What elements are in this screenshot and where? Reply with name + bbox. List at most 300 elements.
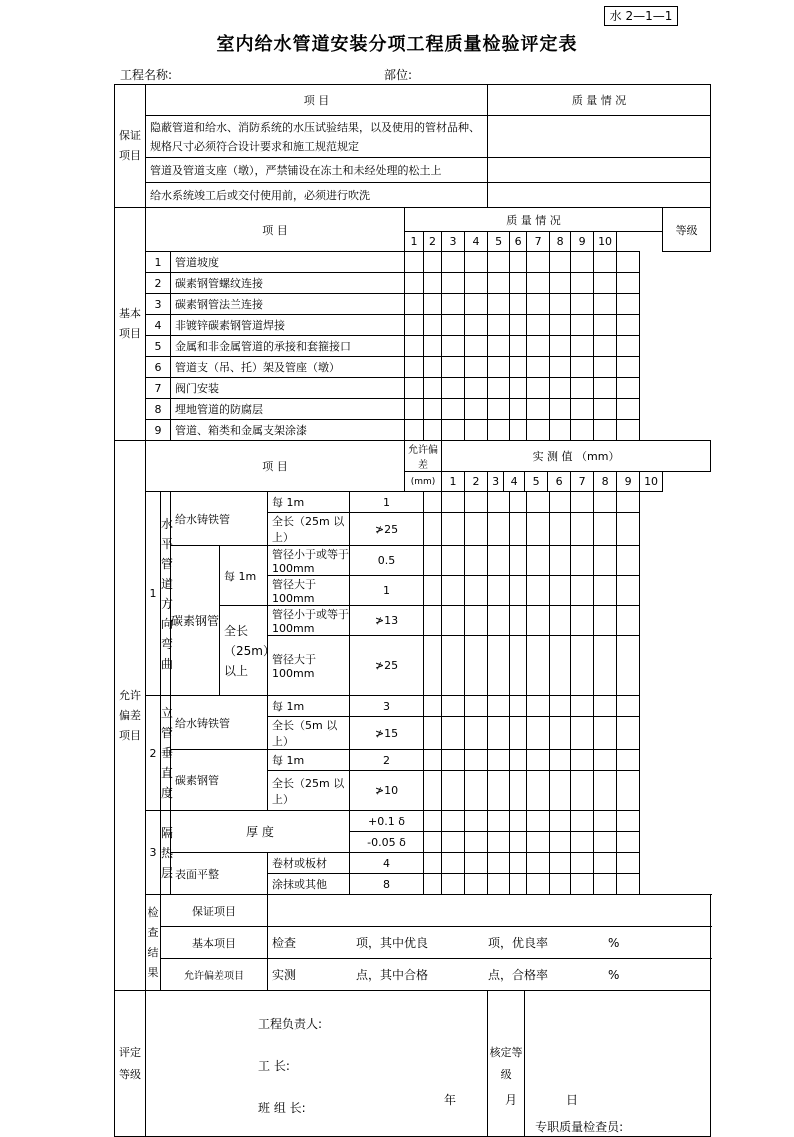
quality-cell[interactable] — [594, 357, 617, 378]
measure-cell[interactable] — [424, 717, 442, 750]
measure-cell[interactable] — [571, 717, 594, 750]
measure-cell[interactable] — [594, 811, 617, 832]
quality-cell[interactable] — [527, 399, 550, 420]
basic-row — [115, 378, 711, 399]
quality-cell[interactable] — [594, 399, 617, 420]
measure-cell[interactable] — [617, 513, 640, 546]
measure-cell[interactable] — [488, 546, 510, 576]
measure-cell[interactable] — [594, 513, 617, 546]
measure-cell[interactable] — [442, 492, 465, 513]
quality-cell[interactable] — [594, 252, 617, 273]
measure-cell[interactable] — [465, 750, 488, 771]
quality-cell[interactable] — [510, 273, 527, 294]
quality-cell[interactable] — [527, 252, 550, 273]
basic-item-no: 3 — [146, 294, 171, 315]
measure-cell[interactable] — [617, 750, 640, 771]
measure-cell[interactable] — [465, 811, 488, 832]
quality-cell[interactable] — [488, 399, 510, 420]
row-allowance: ≯13 — [350, 606, 424, 636]
quality-cell[interactable] — [465, 357, 488, 378]
measure-cell[interactable] — [594, 576, 617, 606]
quality-cell[interactable] — [550, 336, 571, 357]
col-number: 10 — [594, 232, 617, 252]
quality-cell[interactable] — [465, 420, 488, 441]
verify-section-label: 核定等级 — [488, 991, 525, 1137]
basic-row — [115, 315, 711, 336]
measure-cell[interactable] — [465, 492, 488, 513]
measure-cell[interactable] — [571, 750, 594, 771]
measure-cell[interactable] — [550, 606, 571, 636]
col-number: 10 — [640, 472, 663, 492]
quality-cell[interactable] — [424, 273, 442, 294]
quality-cell[interactable] — [442, 399, 465, 420]
measure-cell[interactable] — [571, 696, 594, 717]
measure-cell[interactable] — [550, 492, 571, 513]
measure-cell[interactable] — [424, 874, 442, 895]
cast-iron-pipe-label: 给水铸铁管 — [171, 492, 268, 546]
basic-row — [115, 252, 711, 273]
measure-cell[interactable] — [594, 696, 617, 717]
col-number: 2 — [465, 472, 488, 492]
measure-cell[interactable] — [617, 696, 640, 717]
quality-cell[interactable] — [571, 420, 594, 441]
measure-cell[interactable] — [424, 811, 442, 832]
measure-cell[interactable] — [571, 811, 594, 832]
quality-cell[interactable] — [594, 420, 617, 441]
tolerance-head-allow: 允许偏差 — [405, 441, 442, 472]
measure-cell[interactable] — [617, 832, 640, 853]
row-allowance: 2 — [350, 750, 424, 771]
measure-cell[interactable] — [594, 492, 617, 513]
measure-cell[interactable] — [442, 811, 465, 832]
quality-cell[interactable] — [442, 378, 465, 399]
quality-cell[interactable] — [405, 273, 424, 294]
measure-cell[interactable] — [424, 513, 442, 546]
measure-cell[interactable] — [527, 606, 550, 636]
measure-cell[interactable] — [488, 636, 510, 696]
measure-cell[interactable] — [424, 832, 442, 853]
grade-cell[interactable] — [617, 357, 640, 378]
result-basic-label: 基本项目 — [161, 927, 268, 959]
quality-cell[interactable] — [465, 252, 488, 273]
quality-cell[interactable] — [510, 294, 527, 315]
result-basic-text[interactable] — [268, 927, 711, 959]
measure-cell[interactable] — [571, 874, 594, 895]
measure-cell[interactable] — [510, 853, 527, 874]
quality-cell[interactable] — [442, 252, 465, 273]
quality-cell[interactable] — [550, 315, 571, 336]
quality-cell[interactable] — [550, 399, 571, 420]
measure-cell[interactable] — [442, 606, 465, 636]
quality-cell[interactable] — [424, 420, 442, 441]
quality-cell[interactable] — [527, 420, 550, 441]
quality-cell[interactable] — [488, 420, 510, 441]
measure-cell[interactable] — [550, 696, 571, 717]
tol-pct-text: % — [608, 968, 620, 982]
row-spec: 全长（5m 以上） — [268, 717, 350, 750]
measure-cell[interactable] — [465, 771, 488, 811]
quality-cell[interactable] — [405, 315, 424, 336]
quality-cell[interactable] — [488, 336, 510, 357]
measure-cell[interactable] — [424, 576, 442, 606]
quality-cell[interactable] — [405, 294, 424, 315]
measure-cell[interactable] — [617, 606, 640, 636]
measure-cell[interactable] — [465, 606, 488, 636]
row-allowance: 1 — [350, 576, 424, 606]
quality-cell[interactable] — [465, 294, 488, 315]
quality-cell[interactable] — [488, 273, 510, 294]
grade-cell[interactable] — [617, 399, 640, 420]
measure-cell[interactable] — [550, 771, 571, 811]
measure-cell[interactable] — [527, 717, 550, 750]
quality-cell[interactable] — [424, 399, 442, 420]
measure-cell[interactable] — [550, 832, 571, 853]
group-no: 2 — [146, 696, 161, 811]
quality-cell[interactable] — [488, 378, 510, 399]
measure-cell[interactable] — [571, 606, 594, 636]
measure-cell[interactable] — [510, 513, 527, 546]
measure-cell[interactable] — [617, 636, 640, 696]
measure-cell[interactable] — [424, 636, 442, 696]
measure-cell[interactable] — [488, 606, 510, 636]
measure-cell[interactable] — [594, 717, 617, 750]
result-tolerance-label: 允许偏差项目 — [161, 959, 268, 991]
tolerance-head-measured: 实 测 值 （mm） — [442, 441, 711, 472]
measure-cell[interactable] — [465, 696, 488, 717]
quality-cell[interactable] — [571, 294, 594, 315]
measure-cell[interactable] — [550, 874, 571, 895]
measure-cell[interactable] — [527, 771, 550, 811]
measure-cell[interactable] — [571, 492, 594, 513]
measure-cell[interactable] — [465, 832, 488, 853]
measure-cell[interactable] — [488, 750, 510, 771]
measure-cell[interactable] — [571, 576, 594, 606]
measure-cell[interactable] — [527, 576, 550, 606]
quality-cell[interactable] — [465, 399, 488, 420]
measure-cell[interactable] — [617, 546, 640, 576]
grade-cell[interactable] — [617, 336, 640, 357]
measure-cell[interactable] — [550, 576, 571, 606]
result-guarantee-label: 保证项目 — [161, 895, 268, 927]
quality-cell[interactable] — [571, 357, 594, 378]
measure-cell[interactable] — [617, 492, 640, 513]
basic-item-name: 碳素钢管螺纹连接 — [171, 273, 405, 294]
quality-cell[interactable] — [424, 315, 442, 336]
measure-cell[interactable] — [442, 750, 465, 771]
evaluation-signature-area[interactable] — [146, 991, 488, 1137]
measure-cell[interactable] — [510, 832, 527, 853]
quality-cell[interactable] — [424, 336, 442, 357]
row-spec: 管径大于 100mm — [268, 576, 350, 606]
basic-item-no: 4 — [146, 315, 171, 336]
row-spec: 全长（25m 以上） — [268, 771, 350, 811]
quality-cell[interactable] — [527, 294, 550, 315]
quality-cell[interactable] — [510, 357, 527, 378]
quality-cell[interactable] — [527, 315, 550, 336]
guarantee-item: 隐蔽管道和给水、消防系统的水压试验结果，以及使用的管材品种、规格尺寸必须符合设计要求和施工规范规定 — [146, 116, 488, 158]
quality-cell[interactable] — [442, 420, 465, 441]
guarantee-quality-cell[interactable] — [488, 116, 711, 158]
measure-cell[interactable] — [488, 832, 510, 853]
measure-cell[interactable] — [594, 636, 617, 696]
measure-cell[interactable] — [442, 636, 465, 696]
measure-cell[interactable] — [488, 492, 510, 513]
row-spec: 每 1m — [268, 492, 350, 513]
measure-cell[interactable] — [442, 546, 465, 576]
measure-cell[interactable] — [571, 513, 594, 546]
measure-cell[interactable] — [488, 696, 510, 717]
col-number: 5 — [488, 232, 510, 252]
measure-cell[interactable] — [527, 853, 550, 874]
guarantee-quality-cell[interactable] — [488, 158, 711, 183]
measure-cell[interactable] — [442, 717, 465, 750]
measure-cell[interactable] — [571, 832, 594, 853]
measure-cell[interactable] — [424, 606, 442, 636]
measure-cell[interactable] — [465, 853, 488, 874]
measure-cell[interactable] — [527, 546, 550, 576]
measure-cell[interactable] — [442, 771, 465, 811]
measure-cell[interactable] — [510, 874, 527, 895]
quality-cell[interactable] — [465, 273, 488, 294]
quality-cell[interactable] — [424, 378, 442, 399]
measure-cell[interactable] — [550, 717, 571, 750]
measure-cell[interactable] — [594, 750, 617, 771]
measure-cell[interactable] — [527, 832, 550, 853]
result-tolerance-text[interactable] — [268, 959, 711, 991]
measure-cell[interactable] — [510, 717, 527, 750]
quality-cell[interactable] — [405, 378, 424, 399]
row-allowance: ≯25 — [350, 513, 424, 546]
measure-cell[interactable] — [488, 874, 510, 895]
measure-cell[interactable] — [488, 811, 510, 832]
measure-cell[interactable] — [465, 576, 488, 606]
quality-cell[interactable] — [510, 336, 527, 357]
measure-cell[interactable] — [527, 636, 550, 696]
measure-cell[interactable] — [510, 750, 527, 771]
tol-mid-text: 点，其中合格 — [356, 968, 429, 982]
quality-cell[interactable] — [527, 273, 550, 294]
measure-cell[interactable] — [465, 717, 488, 750]
measure-cell[interactable] — [442, 832, 465, 853]
measure-cell[interactable] — [510, 576, 527, 606]
quality-cell[interactable] — [527, 378, 550, 399]
row-spec: 每 1m — [268, 750, 350, 771]
measure-cell[interactable] — [527, 750, 550, 771]
measure-cell[interactable] — [571, 636, 594, 696]
quality-cell[interactable] — [571, 399, 594, 420]
measure-cell[interactable] — [617, 576, 640, 606]
measure-cell[interactable] — [594, 874, 617, 895]
measure-cell[interactable] — [424, 546, 442, 576]
flatness-label: 表面平整 — [171, 853, 268, 895]
quality-cell[interactable] — [488, 357, 510, 378]
quality-cell[interactable] — [571, 336, 594, 357]
col-number: 3 — [442, 232, 465, 252]
measure-cell[interactable] — [488, 513, 510, 546]
measure-cell[interactable] — [442, 874, 465, 895]
quality-cell[interactable] — [405, 336, 424, 357]
basic-pct-text: % — [608, 936, 620, 950]
quality-cell[interactable] — [527, 357, 550, 378]
measure-cell[interactable] — [617, 874, 640, 895]
quality-cell[interactable] — [442, 315, 465, 336]
measure-cell[interactable] — [527, 811, 550, 832]
quality-cell[interactable] — [424, 357, 442, 378]
grade-cell[interactable] — [617, 294, 640, 315]
quality-cell[interactable] — [550, 252, 571, 273]
group-name: 立管垂直度 — [161, 696, 171, 811]
quality-cell[interactable] — [550, 273, 571, 294]
measure-cell[interactable] — [527, 696, 550, 717]
col-number: 4 — [465, 232, 488, 252]
quality-cell[interactable] — [594, 336, 617, 357]
measure-cell[interactable] — [550, 853, 571, 874]
measure-cell[interactable] — [594, 771, 617, 811]
quality-cell[interactable] — [550, 378, 571, 399]
basic-row — [115, 357, 711, 378]
measure-cell[interactable] — [571, 546, 594, 576]
measure-cell[interactable] — [617, 717, 640, 750]
basic-item-name: 管道、箱类和金属支架涂漆 — [171, 420, 405, 441]
measure-cell[interactable] — [488, 771, 510, 811]
quality-cell[interactable] — [571, 315, 594, 336]
quality-cell[interactable] — [510, 399, 527, 420]
quality-cell[interactable] — [550, 357, 571, 378]
measure-cell[interactable] — [550, 546, 571, 576]
quality-cell[interactable] — [571, 252, 594, 273]
measure-cell[interactable] — [594, 546, 617, 576]
measure-cell[interactable] — [550, 811, 571, 832]
result-section-label: 检查结果 — [146, 895, 161, 991]
quality-cell[interactable] — [594, 378, 617, 399]
grade-cell[interactable] — [617, 420, 640, 441]
measure-cell[interactable] — [442, 513, 465, 546]
grade-cell[interactable] — [617, 378, 640, 399]
measure-cell[interactable] — [550, 513, 571, 546]
measure-cell[interactable] — [488, 576, 510, 606]
measure-cell[interactable] — [510, 771, 527, 811]
quality-cell[interactable] — [442, 294, 465, 315]
measure-cell[interactable] — [527, 513, 550, 546]
measure-cell[interactable] — [617, 853, 640, 874]
quality-cell[interactable] — [594, 273, 617, 294]
full-length-label: 全长（25m）以上 — [220, 606, 268, 696]
team-leader-label: 班 组 长: — [258, 1101, 306, 1115]
measure-cell[interactable] — [510, 636, 527, 696]
quality-cell[interactable] — [571, 378, 594, 399]
tolerance-row — [115, 696, 711, 717]
measure-cell[interactable] — [527, 874, 550, 895]
quality-cell[interactable] — [527, 336, 550, 357]
measure-cell[interactable] — [594, 832, 617, 853]
measure-cell[interactable] — [527, 492, 550, 513]
quality-cell[interactable] — [405, 420, 424, 441]
inspection-table — [114, 84, 711, 1137]
measure-cell[interactable] — [617, 811, 640, 832]
measure-cell[interactable] — [465, 636, 488, 696]
row-spec: 管径大于 100mm — [268, 636, 350, 696]
per-meter-label: 每 1m — [220, 546, 268, 606]
verify-signature-area[interactable] — [525, 991, 711, 1137]
measure-cell[interactable] — [465, 513, 488, 546]
quality-cell[interactable] — [405, 357, 424, 378]
quality-cell[interactable] — [488, 315, 510, 336]
quality-cell[interactable] — [465, 336, 488, 357]
quality-cell[interactable] — [571, 273, 594, 294]
quality-cell[interactable] — [405, 399, 424, 420]
grade-cell[interactable] — [617, 252, 640, 273]
basic-item-no: 8 — [146, 399, 171, 420]
measure-cell[interactable] — [510, 696, 527, 717]
measure-cell[interactable] — [424, 750, 442, 771]
col-number: 9 — [571, 232, 594, 252]
grade-cell[interactable] — [617, 315, 640, 336]
measure-cell[interactable] — [442, 576, 465, 606]
quality-cell[interactable] — [594, 315, 617, 336]
quality-cell[interactable] — [510, 315, 527, 336]
measure-cell[interactable] — [571, 771, 594, 811]
quality-cell[interactable] — [465, 378, 488, 399]
measure-cell[interactable] — [617, 771, 640, 811]
measure-cell[interactable] — [442, 853, 465, 874]
thickness-label: 厚 度 — [171, 811, 350, 853]
quality-cell[interactable] — [424, 294, 442, 315]
measure-cell[interactable] — [424, 492, 442, 513]
quality-cell[interactable] — [442, 357, 465, 378]
quality-cell[interactable] — [424, 252, 442, 273]
measure-cell[interactable] — [550, 750, 571, 771]
quality-cell[interactable] — [465, 315, 488, 336]
measure-cell[interactable] — [442, 696, 465, 717]
measure-cell[interactable] — [424, 696, 442, 717]
measure-cell[interactable] — [488, 717, 510, 750]
measure-cell[interactable] — [465, 874, 488, 895]
tolerance-row — [115, 811, 711, 832]
measure-cell[interactable] — [510, 811, 527, 832]
measure-cell[interactable] — [510, 606, 527, 636]
measure-cell[interactable] — [594, 853, 617, 874]
grade-cell[interactable] — [617, 273, 640, 294]
measure-cell[interactable] — [424, 771, 442, 811]
quality-cell[interactable] — [510, 252, 527, 273]
quality-cell[interactable] — [510, 420, 527, 441]
result-guarantee-value[interactable] — [268, 895, 711, 927]
quality-cell[interactable] — [550, 294, 571, 315]
quality-cell[interactable] — [510, 378, 527, 399]
quality-cell[interactable] — [550, 420, 571, 441]
measure-cell[interactable] — [571, 853, 594, 874]
quality-cell[interactable] — [442, 273, 465, 294]
guarantee-quality-cell[interactable] — [488, 183, 711, 208]
quality-cell[interactable] — [405, 252, 424, 273]
cast-iron-pipe-label: 给水铸铁管 — [171, 696, 268, 750]
col-number: 4 — [504, 472, 525, 492]
quality-cell[interactable] — [594, 294, 617, 315]
measure-cell[interactable] — [594, 606, 617, 636]
basic-item-no: 7 — [146, 378, 171, 399]
measure-cell[interactable] — [488, 853, 510, 874]
quality-cell[interactable] — [442, 336, 465, 357]
measure-cell[interactable] — [510, 492, 527, 513]
measure-cell[interactable] — [550, 636, 571, 696]
quality-cell[interactable] — [488, 294, 510, 315]
date-month: 月 — [505, 1093, 518, 1107]
measure-cell[interactable] — [424, 853, 442, 874]
col-number: 3 — [488, 472, 504, 492]
measure-cell[interactable] — [510, 546, 527, 576]
quality-cell[interactable] — [488, 252, 510, 273]
measure-cell[interactable] — [465, 546, 488, 576]
